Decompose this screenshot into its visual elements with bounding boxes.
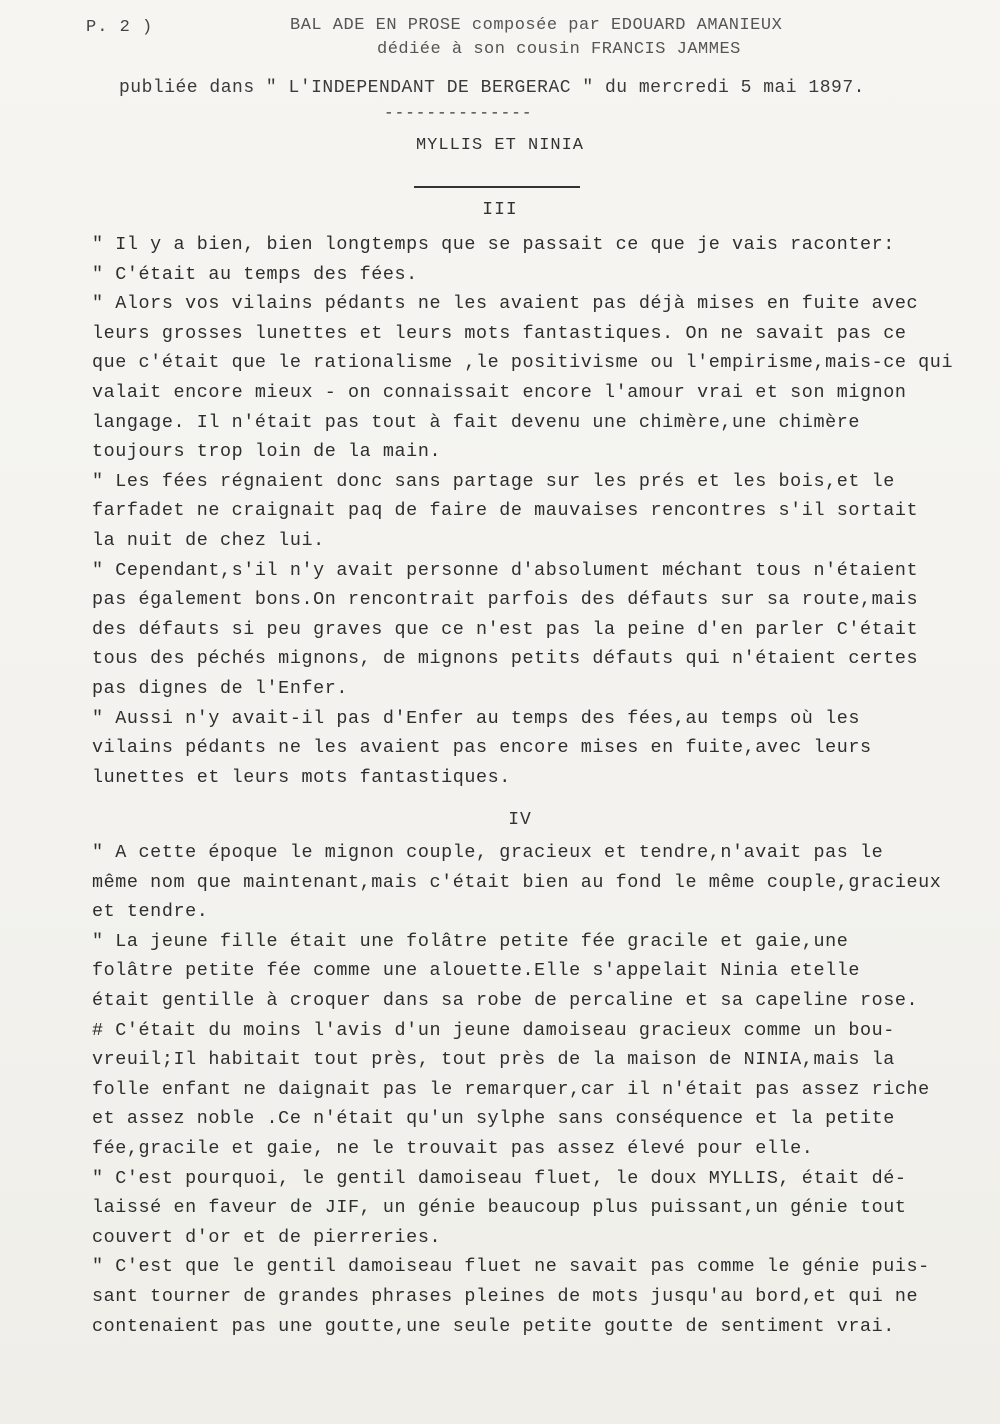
body-line: " Les fées régnaient donc sans partage sur les prés et les bois,et le — [92, 470, 895, 492]
body-line: " Alors vos vilains pédants ne les avaient pas déjà mises en fuite avec — [92, 293, 919, 315]
body-line: contenaient pas une goutte,une seule petite goutte de sentiment vrai. — [92, 1315, 895, 1337]
body-line: fée,gracile et gaie, ne le trouvait pas assez élevé pour elle. — [92, 1137, 814, 1159]
header-dedication-line: dédiée à son cousin FRANCIS JAMMES — [377, 40, 741, 59]
section-heading-iii: III — [482, 200, 518, 220]
body-line: " Aussi n'y avait-il pas d'Enfer au temps des fées,au temps où les — [92, 707, 860, 729]
body-line: même nom que maintenant,mais c'était bien au fond le même couple,gracieux — [92, 871, 942, 893]
body-line: " A cette époque le mignon couple, gracieux et tendre,n'avait pas le — [92, 842, 884, 863]
body-line: " C'était au temps des fées. — [92, 263, 418, 285]
body-line: pas également bons.On rencontrait parfois des défauts sur sa route,mais — [92, 589, 919, 611]
body-line: " C'est pourquoi, le gentil damoiseau fluet, le doux MYLLIS, était dé- — [92, 1167, 907, 1189]
body-line: leurs grosses lunettes et leurs mots fantastiques. On ne savait pas ce — [92, 322, 907, 344]
body-line: tous des péchés mignons, de mignons petits défauts qui n'étaient certes — [92, 648, 919, 670]
section-heading-iv: IV — [508, 810, 532, 830]
header-author-line: BAL ADE EN PROSE composée par EDOUARD AMANIEUX — [290, 16, 783, 35]
body-line: " C'est que le gentil damoiseau fluet ne savait pas comme le génie puis- — [92, 1256, 930, 1278]
body-line: folâtre petite fée comme une alouette.Elle s'appelait Ninia etelle — [92, 960, 860, 982]
body-line: # C'était du moins l'avis d'un jeune damoiseau gracieux comme un bou- — [92, 1019, 895, 1041]
body-line: vreuil;Il habitait tout près, tout près de la maison de NINIA,mais la — [92, 1049, 895, 1071]
body-line: des défauts si peu graves que ce n'est pas la peine d'en parler C'était — [92, 618, 919, 640]
body-line: lunettes et leurs mots fantastiques. — [92, 766, 511, 788]
body-line: farfadet ne craignait paq de faire de mauvaises rencontres s'il sortait — [92, 500, 919, 522]
body-line: " La jeune fille était une folâtre petite fée gracile et gaie,une — [92, 930, 849, 952]
header-publication-line: publiée dans " L'INDEPENDANT DE BERGERAC " du mercredi 5 mai 1897. — [119, 78, 865, 98]
body-line: pas dignes de l'Enfer. — [92, 677, 348, 699]
story-title: MYLLIS ET NINIA — [415, 136, 585, 155]
body-line: que c'était que le rationalisme ,le positivisme ou l'empirisme,mais-ce qui — [92, 352, 954, 374]
body-line: et tendre. — [92, 901, 209, 923]
body-line: était gentille à croquer dans sa robe de percaline et sa capeline rose. — [92, 989, 919, 1011]
body-line: sant tourner de grandes phrases pleines de mots jusqu'au bord,et qui ne — [92, 1285, 919, 1307]
body-line: vilains pédants ne les avaient pas encore mises en fuite,avec leurs — [92, 737, 872, 759]
body-line: valait encore mieux - on connaissait encore l'amour vrai et son mignon — [92, 381, 907, 403]
body-text-part1 — [92, 230, 992, 792]
body-line: couvert d'or et de pierreries. — [92, 1226, 442, 1248]
body-line: " Il y a bien, bien longtemps que se passait ce que je vais raconter: — [92, 234, 895, 255]
header-separator: -------------- — [384, 104, 533, 122]
body-text-part2 — [92, 838, 992, 1341]
body-line: toujours trop loin de la main. — [92, 441, 442, 463]
body-line: folle enfant ne daignait pas le remarquer,car il n'était pas assez riche — [92, 1078, 930, 1100]
body-line: et assez noble .Ce n'était qu'un sylphe sans conséquence et la petite — [92, 1108, 895, 1130]
page-number: P. 2 ) — [86, 18, 154, 37]
body-line: langage. Il n'était pas tout à fait devenu une chimère,une chimère — [92, 411, 860, 433]
body-line: laissé en faveur de JIF, un génie beaucoup plus puissant,un génie tout — [92, 1197, 907, 1219]
body-line: " Cependant,s'il n'y avait personne d'absolument méchant tous n'étaient — [92, 559, 919, 581]
body-line: la nuit de chez lui. — [92, 529, 325, 551]
title-underline — [414, 186, 580, 188]
